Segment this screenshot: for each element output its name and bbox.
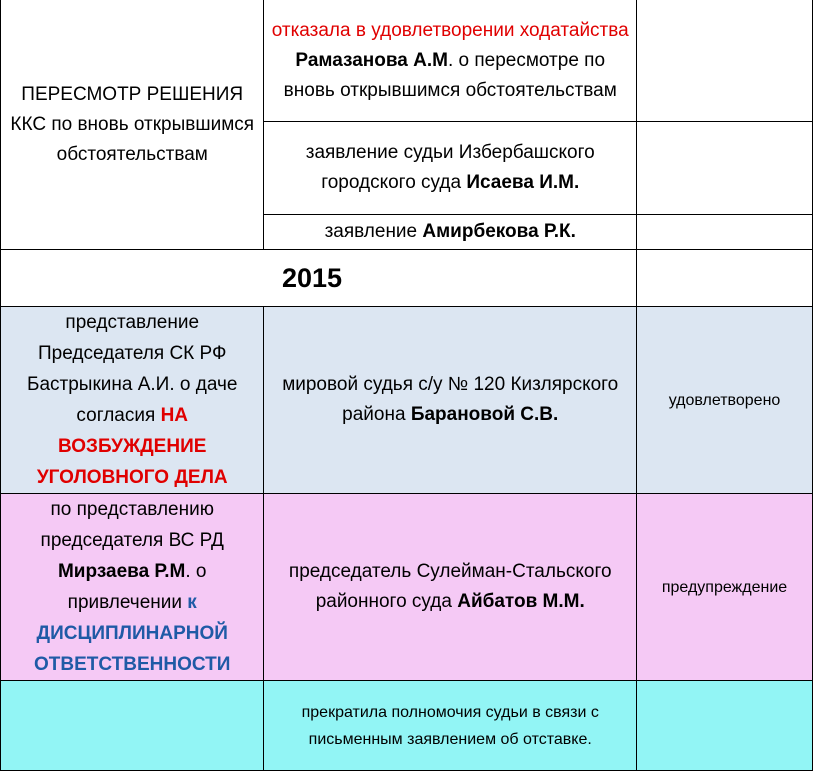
table-row <box>1 0 813 122</box>
result-text: предупреждение <box>661 578 788 596</box>
result-cell <box>637 307 813 494</box>
person-name: Амирбекова Р.К. <box>422 221 576 242</box>
request-text: . о привлечении <box>67 561 207 613</box>
table-row <box>1 681 813 771</box>
result-cell <box>637 681 813 771</box>
request-cell <box>1 494 264 681</box>
judge-text: председатель Сулейман-Стальского районного суда <box>288 561 612 612</box>
table-row <box>1 307 813 494</box>
result-cell <box>637 494 813 681</box>
year-row <box>1 250 813 307</box>
decision-text-red: отказала в удовлетворении ходатайства <box>271 19 629 41</box>
table-row <box>1 494 813 681</box>
judge-name: Барановой С.В. <box>410 404 559 425</box>
judge-text: мировой судья с/у № 120 Кизлярского района <box>282 374 619 425</box>
result-cell <box>637 250 813 307</box>
decision-text: . о пересмотре по вновь открывшимся обстоятельствам <box>283 49 617 101</box>
request-text: по представлению председателя ВС РД <box>40 499 224 551</box>
decision-text: заявление судьи Избербашского городского суда <box>305 142 595 193</box>
section-label-cell <box>1 0 264 250</box>
decision-cell <box>264 215 637 250</box>
judge-cell <box>264 681 637 771</box>
result-cell <box>637 215 813 250</box>
request-text: представление Председателя СК РФ Бастрыкина А.И. о даче согласия <box>27 312 238 426</box>
result-cell <box>637 0 813 122</box>
judge-name: Айбатов М.М. <box>457 591 585 612</box>
person-name: Рамазанова А.М <box>295 49 448 71</box>
section-label: ПЕРЕСМОТР РЕШЕНИЯ ККС по вновь открывшимся обстоятельствам <box>10 83 255 165</box>
person-name: Исаева И.М. <box>466 172 580 193</box>
year-heading: 2015 <box>1 250 637 307</box>
decision-text: прекратила полномочия судьи в связи с письменным заявлением об отставке. <box>301 703 599 748</box>
decision-cell <box>264 0 637 122</box>
decision-cell <box>264 122 637 215</box>
request-cell <box>1 681 264 771</box>
judge-cell <box>264 307 637 494</box>
result-cell <box>637 122 813 215</box>
request-type-red: НА ВОЗБУЖДЕНИЕ УГОЛОВНОГО ДЕЛА <box>36 405 228 488</box>
request-type-blue: к ДИСЦИПЛИНАРНОЙ ОТВЕТСТВЕННОСТИ <box>34 592 231 675</box>
person-name: Мирзаева Р.М <box>57 561 186 582</box>
result-text: удовлетворено <box>668 391 781 409</box>
decision-text: заявление <box>324 221 418 242</box>
request-cell <box>1 307 264 494</box>
judge-cell <box>264 494 637 681</box>
